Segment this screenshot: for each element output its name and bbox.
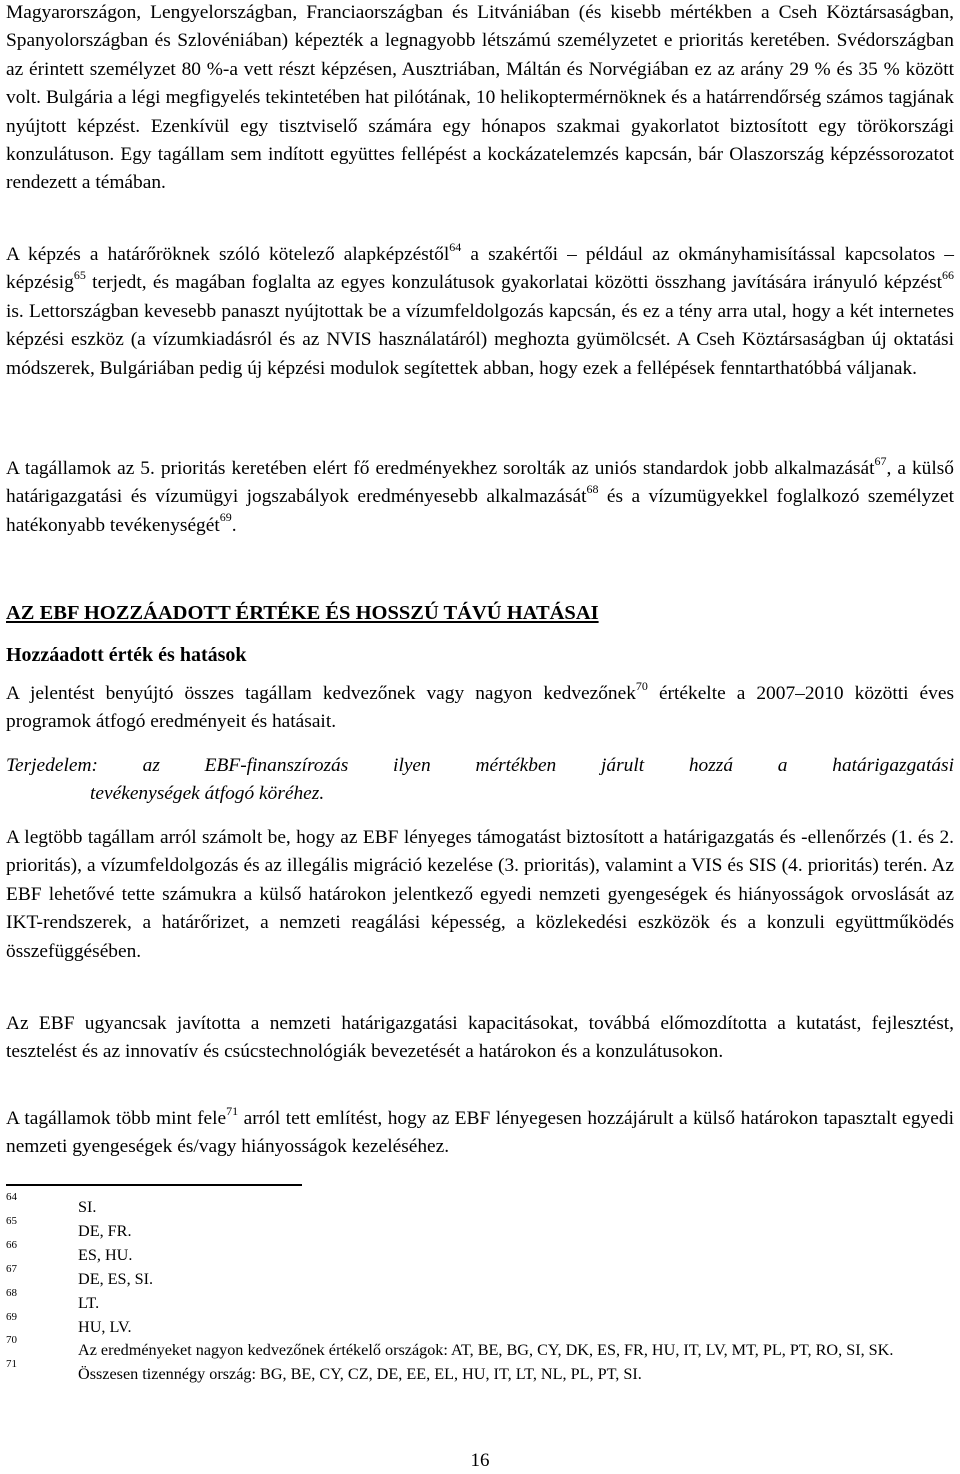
footnote-text: SI.	[78, 1198, 97, 1216]
intro-paragraph: Magyarországon, Lengyelországban, Franciaországban és Litvániában (és kisebb mértékben a Cseh Köztársaságban, Spanyolországban és Szlovéniában) képezték a legnagyobb létszámú személyzetet e prioritás keretében. Svédországban az érintett személyzet 80 %-a vett részt képzésen, Ausztriában, Máltán és Norvégiában ez az arány 29 % és 35 % között volt. Bulgária a légi megfigyelés tekintetében hat pilótának, 10 helikoptermérnöknek és a határrendőrség számos tagjának nyújtott képzést. Ezenkívül egy tisztviselő számára egy hónapos szakmai gyakorlatot biztosított egy törökországi konzulátuson. Egy tagállam sem indított együttes fellépést a kockázatelemzés kapcsán, bár Olaszország képzéssorozatot rendezett a témában.	[6, 2, 954, 194]
footnote	[6, 1191, 954, 1220]
footnote-text: LT.	[78, 1293, 100, 1312]
scope-line-2: tevékenységek átfogó köréhez.	[90, 783, 325, 805]
footnote	[6, 1262, 954, 1292]
priority5-text-3: és a vízumügyekkel foglalkozó személyzet hatékonyabb tevékenységét	[6, 486, 954, 536]
training-text-4: is. Lettországban kevesebb panaszt nyújtottak be a vízumfeldolgozás kapcsán, és ez a tény arra utal, hogy a két internetes képzési eszköz (a vízumkiadásról és az NVIS használatáról) meghozta gyümölcsét. A Cseh Köztársaságban új oktatási módszerek, Bulgáriában pedig új képzési modulok segítettek abban, hogy ezek a fellépések fenntarthatóbbá váljanak.	[6, 300, 954, 379]
training-paragraph	[6, 241, 954, 383]
more-than-half-text-2: arról tett említést, hogy az EBF lényegesen hozzájárult a külső határokon tapasztalt egyedi nemzeti gyengeségek és/vagy hiányosságok kezeléséhez.	[6, 1108, 954, 1158]
footnote	[6, 1310, 954, 1340]
footnote-ref-71: 71	[226, 1103, 239, 1118]
scope-line-1: Terjedelem: az EBF-finanszírozás ilyen mértékben járult hozzá a határigazgatási	[6, 755, 954, 776]
footnote-number: 68	[6, 1286, 17, 1299]
priority5-text-4: .	[231, 514, 237, 536]
footnote-text: ES, HU.	[78, 1245, 133, 1264]
capacity-paragraph: Az EBF ugyancsak javította a nemzeti határigazgatási kapacitásokat, továbbá előmozdította a kutatást, fejlesztést, tesztelést és az innovatív és csúcstechnológiák bevezetését a határokon és a konzulátusokon.	[6, 1013, 954, 1063]
footnote-number: 69	[6, 1310, 17, 1323]
footnote-number: 71	[6, 1358, 17, 1371]
footnote-ref-64: 64	[449, 239, 462, 254]
training-text-1: A képzés a határőröknek szóló kötelező alapképzéstől	[6, 244, 450, 265]
most-states-paragraph: A legtöbb tagállam arról számolt be, hogy az EBF lényeges támogatást biztosított a határigazgatás és -ellenőrzés (1. és 2. prioritás), a vízumfeldolgozás és az illegális migráció kezelése (3. prioritás), valamint a VIS és SIS (4. prioritás) terén. Az EBF lehetővé tette számukra a külső határokon jelentkező egyedi nemzeti gyengeségek és hiányosságok orvoslását az IKT-rendszerek, a határőrizet, a nemzeti reagálási képesség, a közlekedési eszközök és a konzuli együttműködés összefüggésében.	[6, 827, 954, 962]
footnote	[6, 1358, 954, 1387]
priority5-text-2: , a külső határigazgatási és vízumügyi jogszabályok eredményesebb alkalmazását	[6, 458, 954, 508]
footnote-ref-67: 67	[874, 453, 887, 468]
training-text-2: a szakértői – például az okmányhamisítással kapcsolatos – képzésig	[6, 244, 955, 294]
footnote-number: 70	[6, 1334, 17, 1347]
footnote	[6, 1334, 954, 1363]
added-value-text-1: A jelentést benyújtó összes tagállam kedvezőnek vagy nagyon kedvezőnek	[6, 683, 636, 704]
scope-paragraph	[6, 752, 954, 809]
section-heading: AZ EBF HOZZÁADOTT ÉRTÉKE ÉS HOSSZÚ TÁVÚ HATÁSAI	[6, 602, 599, 624]
priority5-paragraph	[6, 455, 954, 540]
footnote-number: 65	[6, 1214, 17, 1227]
footnote-number: 66	[6, 1238, 17, 1251]
training-text-3: terjedt, és magában foglalta az egyes konzulátusok gyakorlatai közötti összhang javítására irányuló képzést	[85, 272, 942, 294]
footnote	[6, 1214, 954, 1244]
footnote-separator	[6, 1184, 302, 1186]
added-value-text-2: értékelte a 2007–2010 közötti éves programok átfogó eredményeit és hatásait.	[6, 683, 954, 733]
footnote-text: HU, LV.	[78, 1317, 132, 1336]
footnote-ref-69: 69	[219, 510, 232, 525]
added-value-paragraph	[6, 680, 954, 737]
footnote-text: Az eredményeket nagyon kedvezőnek értékelő országok: AT, BE, BG, CY, DK, ES, FR, HU, IT, LV, MT, PL, PT, RO, SI, SK.	[78, 1341, 894, 1360]
footnote-ref-70: 70	[635, 678, 648, 693]
footnote-ref-66: 66	[942, 267, 954, 282]
footnote-ref-65: 65	[73, 267, 86, 282]
footnote	[6, 1286, 954, 1316]
footnotes	[6, 1191, 954, 1387]
footnote-number: 67	[6, 1262, 17, 1275]
priority5-text-1: A tagállamok az 5. prioritás keretében elért fő eredményekhez sorolták az uniós standardok jobb alkalmazását	[6, 458, 875, 479]
footnote-ref-68: 68	[586, 481, 599, 496]
more-than-half-paragraph	[6, 1105, 954, 1162]
footnote-text: DE, ES, SI.	[78, 1269, 154, 1288]
footnote-number: 64	[6, 1191, 17, 1203]
footnote-text: DE, FR.	[78, 1221, 132, 1240]
footnote	[6, 1238, 954, 1268]
subheading: Hozzáadott érték és hatások	[6, 644, 247, 666]
more-than-half-text-1: A tagállamok több mint fele	[6, 1108, 227, 1129]
page-number: 16	[470, 1450, 490, 1471]
footnote-text: Összesen tizennégy ország: BG, BE, CY, CZ, DE, EE, EL, HU, IT, LT, NL, PL, PT, SI.	[78, 1365, 642, 1384]
